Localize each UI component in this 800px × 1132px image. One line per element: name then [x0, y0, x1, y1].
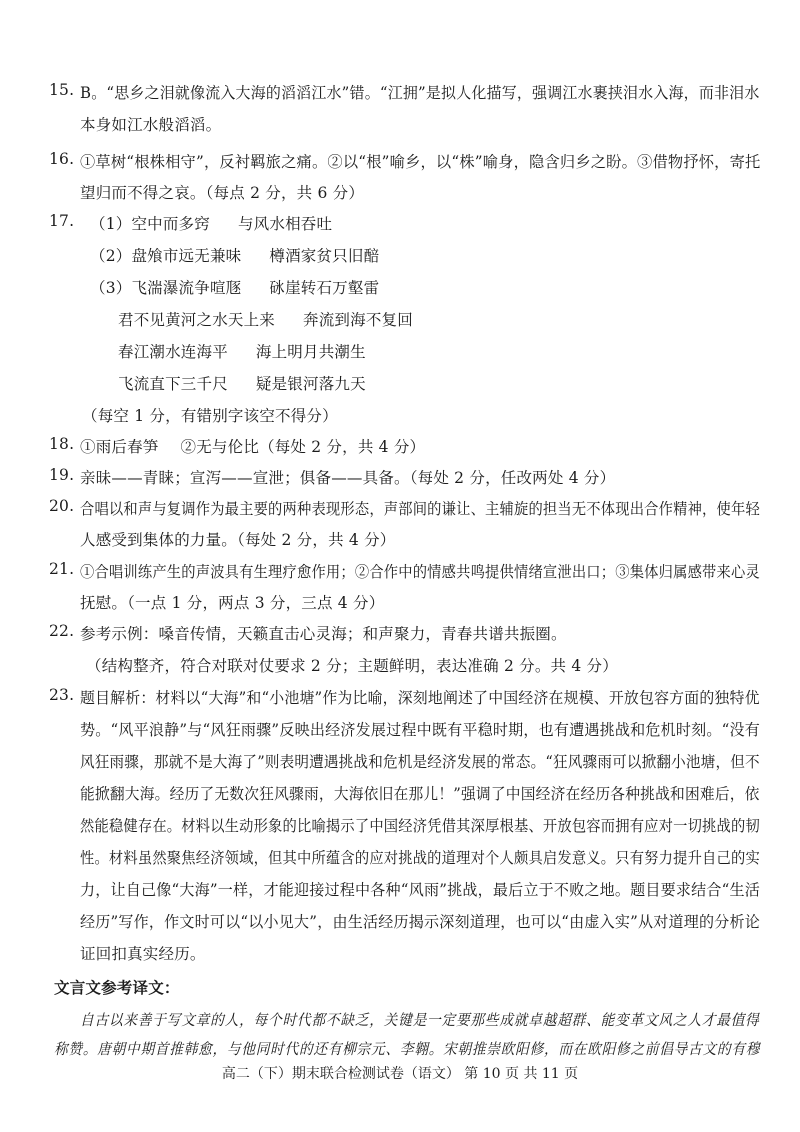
q22-text-1: 参考示例：嗓音传情，天籁直击心灵海；和声聚力，青春共谱共振圈。 [80, 625, 567, 643]
q16-number: 16. [49, 150, 75, 168]
q21-text-1: ①合唱训练产生的声波具有生理疗愈作用；②合作中的情感共鸣提供情绪宣泄出口；③集体归属感带来心灵 [80, 563, 760, 581]
q23-number: 23. [49, 686, 75, 704]
q17-row-5-b: 海上明月共潮生 [255, 343, 366, 361]
translation-text-1: 自古以来善于写文章的人，每个时代都不缺乏，关键是一定要那些成就卓越超群、能变革文风之人才最值得 [80, 1011, 760, 1029]
q20-text-1: 合唱以和声与复调作为最主要的两种表现形态，声部间的谦让、主辅旋的担当无不体现出合作精神，使年轻 [80, 500, 760, 518]
q16-text-2: 望归而不得之哀。（每点 2 分，共 6 分） [80, 184, 365, 202]
q23-text-2: 势。“风平浪静”与“风狂雨骤”反映出经济发展过程中既有平稳时期，也有遭遇挑战和危机时刻。“没有 [80, 721, 761, 739]
q17-row-4-a: 君不见黄河之水天上来 [118, 311, 276, 329]
page-footer: 高二（下）期末联合检测试卷（语文） 第 10 页 共 11 页 [221, 1066, 579, 1082]
q17-row-4-b: 奔流到海不复回 [303, 311, 413, 329]
q20-number: 20. [49, 497, 75, 515]
q23-text-6: 性。材料虽然聚焦经济领域，但其中所蕴含的应对挑战的道理对个人颇具启发意义。只有努力提升自己的实 [80, 849, 760, 867]
q15-text-2: 本身如江水般滔滔。 [80, 116, 222, 134]
q17-row-2-b: 樽酒家贫只旧醅 [269, 247, 380, 265]
q17-row-3-a: （3）飞湍瀑流争喧豗 [90, 279, 242, 297]
q19-number: 19. [49, 466, 75, 484]
q23-text-9: 证回扣真实经历。 [80, 945, 206, 963]
q17-note: （每空 1 分，有错别字该空不得分） [82, 407, 338, 425]
q17-row-3-text [90, 276, 379, 298]
q15-text-1: B。“思乡之泪就像流入大海的滔滔江水”错。“江拥”是拟人化描写，强调江水裹挟泪水入海，而非泪水 [80, 84, 760, 102]
q19-text: 亲昧——青睐；宣泻——宣泄；俱备——具备。（每处 2 分，任改两处 4 分） [80, 469, 616, 487]
q17-row-2-a: （2）盘飧市远无兼味 [90, 247, 242, 265]
q23-text-8: 经历”写作，作文时可以“以小见大”，由生活经历揭示深刻道理，也可以“由虚入实”从对道理的分析论 [80, 913, 761, 931]
q17-row-3-b: 砯崖转石万壑雷 [269, 279, 380, 297]
translation-text-2: 称赞。唐朝中期首推韩愈，与他同时代的还有柳宗元、李翱。宋朝推崇欧阳修，而在欧阳修之前倡导古文的有穆 [54, 1040, 761, 1058]
q23-text-4: 能掀翻大海。经历了无数次狂风骤雨，大海依旧在那儿！”强调了中国经济在经历各种挑战和困难后，依 [80, 785, 760, 803]
q18-answer-b: ②无与伦比（每处 2 分，共 4 分） [180, 438, 426, 456]
q17-row-6-text [118, 372, 366, 394]
q23-text-7: 力，让自己像“大海”一样，才能迎接过程中各种“风雨”挑战，最后立于不败之地。题目要求结合“生活 [80, 881, 761, 899]
q21-number: 21. [49, 560, 75, 578]
q23-text-3: 风狂雨骤，那就不是大海了”则表明遭遇挑战和危机是经济发展的常态。“狂风骤雨可以掀翻小池塘，但不 [80, 753, 760, 771]
q17-row-6-b: 疑是银河落九天 [255, 375, 366, 393]
q23-text-1: 题目解析：材料以“大海”和“小池塘”作为比喻，深刻地阐述了中国经济在规模、开放包容方面的独特优 [80, 689, 760, 707]
q22-text-2: （结构整齐，符合对联对仗要求 2 分；主题鲜明，表达准确 2 分。共 4 分） [86, 657, 618, 675]
q17-number: 17. [49, 212, 75, 230]
q22-number: 22. [49, 622, 75, 640]
q17-row-1-b: 与风水相吞吐 [237, 215, 333, 233]
q16-text-1: ①草树“根株相守”，反衬羁旅之痛。②以“根”喻乡，以“株”喻身，隐含归乡之盼。③借物抒怀，寄托 [80, 153, 761, 171]
q17-row-4-text [118, 308, 413, 330]
q20-text-2: 人感受到集体的力量。（每处 2 分，共 4 分） [80, 531, 396, 549]
q17-row-5-a: 春江潮水连海平 [118, 343, 228, 361]
q21-text-2: 抚慰。（一点 1 分，两点 3 分，三点 4 分） [80, 594, 385, 612]
q18-text [80, 435, 425, 457]
q17-row-2-text [90, 244, 379, 266]
q17-row-5-text [118, 340, 366, 362]
q18-number: 18. [49, 435, 75, 453]
q17-row-1-text [90, 212, 332, 234]
q18-answer-a: ①雨后春笋 [80, 438, 159, 456]
q17-row-1-a: （1）空中而多窍 [90, 215, 210, 233]
q15-number: 15. [49, 81, 75, 99]
translation-heading: 文言文参考译文： [54, 978, 180, 997]
q17-row-6-a: 飞流直下三千尺 [118, 375, 228, 393]
q23-text-5: 然能稳健存在。材料以生动形象的比喻揭示了中国经济凭借其深厚根基、开放包容而拥有应对一切挑战的韧 [80, 817, 760, 835]
